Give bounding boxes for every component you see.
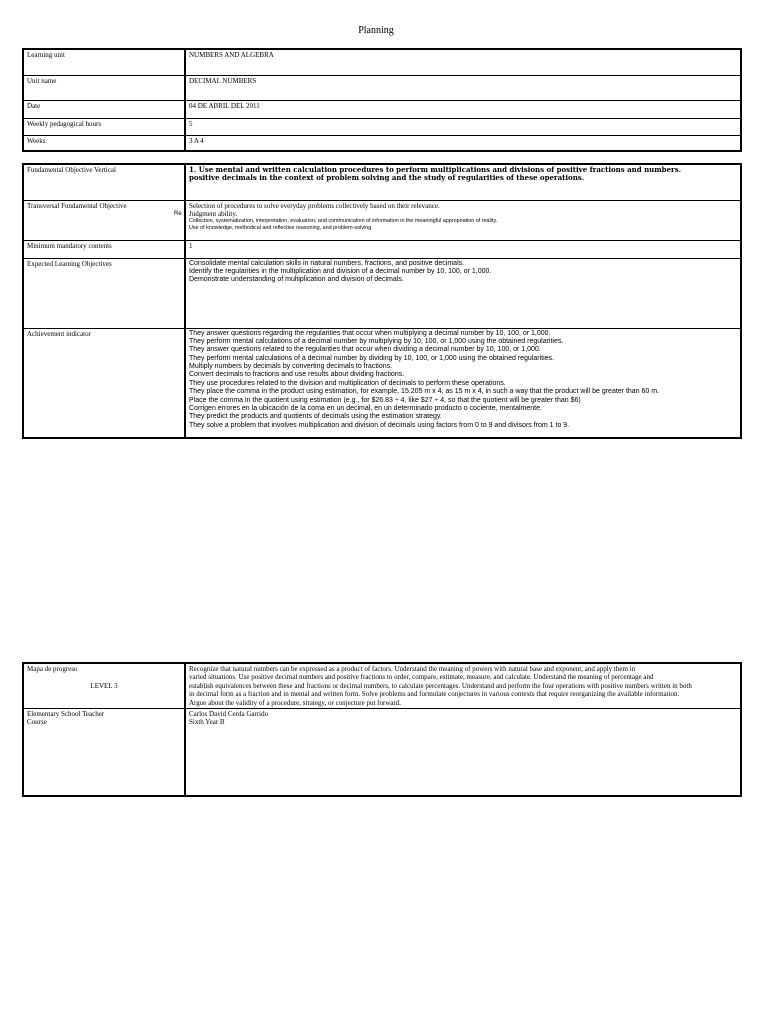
achievement-line: Place the comma in the quotient using estimation (e.g., for $26.83 ÷ 4, like $27 ÷ 4, so that the quotient will be greater than $6)	[189, 396, 581, 404]
teacher-name: Carlos David Cerda Garrido	[189, 709, 269, 718]
weeks-value: 3 A 4	[185, 135, 741, 151]
learning-unit-label: Learning unit	[23, 49, 185, 75]
transversal-line: Collection, systematization, interpretation, evaluation, and communication of information in the meaningful appropriation of reality.	[189, 218, 498, 225]
minimum-contents-label: Minimum mandatory contents	[23, 240, 185, 258]
unit-name-value: DECIMAL NUMBERS	[185, 75, 741, 100]
achievement-line: They answer questions related to the regularities that occur when dividing a decimal number by 10, 100, or 1,000.	[189, 346, 541, 354]
achievement-line: They solve a problem that involves multiplication and division of decimals using factors from 0 to 9 and divisors from 1 to 9.	[189, 421, 570, 429]
level-label: LEVEL 3	[90, 682, 118, 691]
vertical-objective-text	[185, 164, 741, 200]
progress-map-line: Recognize that natural numbers can be expressed as a product of factors. Understand the meaning of powers with natural base and exponent, and apply them in	[189, 665, 636, 673]
progress-map-label-cell	[23, 663, 185, 708]
expected-objectives-label: Expected Learning Objectives	[23, 258, 185, 328]
progress-map-text	[185, 663, 741, 708]
minimum-contents-value: 1	[185, 240, 741, 258]
vertical-objective-line: positive decimals in the context of problem solving and the study of regularities of these operations.	[189, 173, 585, 183]
page-title: Planning	[358, 25, 394, 36]
transversal-objective-label: Transversal Fundamental Objective	[23, 200, 185, 240]
achievement-line: They answer questions regarding the regularities that occur when multiplying a decimal number by 10, 100, or 1,000.	[189, 329, 551, 337]
achievement-indicator-text	[185, 328, 741, 438]
achievement-line: They use procedures related to the division and multiplication of decimals to perform these operations.	[189, 379, 506, 387]
weekly-hours-label: Weekly pedagogical hours	[23, 118, 185, 135]
achievement-line: They perform mental calculations of a decimal number by multiplying by 10, 100, or 1,000 using the obtained regularities.	[189, 337, 564, 345]
course-label: Course	[27, 718, 47, 727]
transversal-line: Use of knowledge, methodical and reflective reasoning, and problem-solving.	[189, 224, 373, 231]
progress-map-line: varied situations. Use positive decimal numbers and positive fractions to order, compare, estimate, measure, and calculate. Understand the meaning of percentage and	[189, 673, 654, 682]
progress-map-label: Mapa de progreso	[27, 665, 78, 673]
expected-objective-line: Demonstrate understanding of multiplication and division of decimals.	[189, 276, 404, 284]
achievement-line: Convert decimals to fractions and use results about dividing fractions.	[189, 371, 405, 379]
progress-table	[22, 662, 742, 797]
date-label: Date	[23, 100, 185, 118]
unit-name-label: Unit name	[23, 75, 185, 100]
transversal-objective-text	[174, 200, 741, 240]
achievement-line: They predict the products and quotients of decimals using the estimation strategy.	[189, 413, 442, 421]
progress-map-line: Argue about the validity of a procedure, strategy, or conjecture put forward.	[189, 698, 402, 707]
teacher-course-labels	[23, 708, 185, 796]
transversal-line: Selection of procedures to solve everyday problems collectively based on their relevance.	[189, 201, 440, 210]
expected-objectives-text	[185, 258, 741, 328]
teacher-label: Elementary School Teacher	[27, 709, 105, 718]
achievement-line: They perform mental calculations of a decimal number by dividing by 10, 100, or 1,000 using the obtained regularities.	[189, 354, 554, 362]
objectives-table	[22, 163, 742, 439]
learning-unit-value: NUMBERS AND ALGEBRA	[185, 49, 741, 75]
achievement-indicator-label: Achievement indicator	[23, 328, 185, 438]
date-value: 04 DE ABRIL DEL 2011	[185, 100, 741, 118]
transversal-fragment: Re	[174, 210, 182, 217]
expected-objective-line: Identify the regularities in the multiplication and division of a decimal number by 10, 100, or 1,000.	[189, 267, 492, 275]
course-value: Sixth Year B	[189, 718, 225, 727]
teacher-course-values	[185, 708, 741, 796]
weekly-hours-value: 5	[185, 118, 741, 135]
vertical-objective-label: Fundamental Objective Vertical	[23, 164, 185, 200]
vertical-objective-line: 1. Use mental and written calculation procedures to perform multiplications and divisions of positive fractions and numbers.	[189, 165, 682, 174]
achievement-line: They place the comma in the product using estimation, for example, 15.205 m x 4, as 15 m x 4, in such a way that the product will be greater than 60 m.	[189, 388, 660, 396]
progress-map-line: in decimal form as a fraction and in mental and written form. Solve problems and formulate conjectures in various contexts that require reorganizing the available information.	[189, 690, 680, 699]
achievement-line: Corrigen errores en la ubicación de la coma en un decimal, en un determinado producto o cociente, mentalmente.	[189, 405, 542, 413]
progress-map-line: establish equivalences between these and fractions or decimal numbers, to calculate percentages. Understand and perform the four operations with positive numbers written in both	[189, 681, 692, 690]
expected-objective-line: Consolidate mental calculation skills in natural numbers, fractions, and positive decimals.	[189, 259, 465, 267]
achievement-line: Multiply numbers by decimals by converting decimals to fractions.	[189, 363, 393, 371]
unit-info-table	[22, 48, 742, 152]
weeks-label: Weeks	[23, 135, 185, 151]
transversal-line: Judgment ability.	[189, 209, 238, 218]
